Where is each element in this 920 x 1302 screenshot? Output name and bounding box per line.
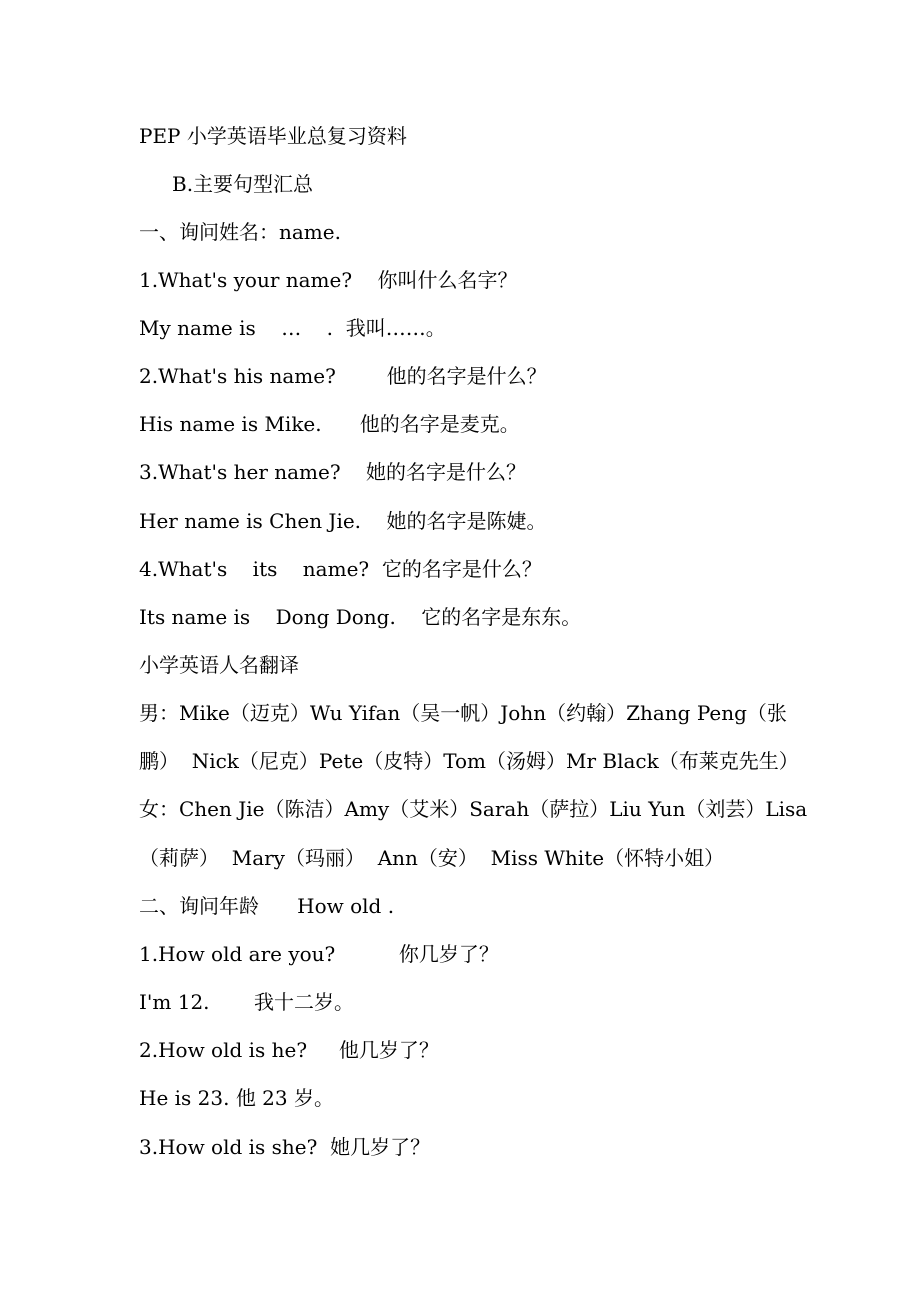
document-title: PEP 小学英语毕业总复习资料 bbox=[139, 124, 407, 148]
text-line: 女：Chen Jie（陈洁）Amy（艾米）Sarah（萨拉）Liu Yun（刘芸）Lisa bbox=[139, 797, 808, 821]
text-line: 3.What's her name? 她的名字是什么？ bbox=[139, 460, 526, 484]
text-line: 4.What's its name? 它的名字是什么？ bbox=[139, 557, 542, 581]
text-line: 2.What's his name? 他的名字是什么？ bbox=[139, 364, 547, 388]
text-line: His name is Mike. 他的名字是麦克。 bbox=[139, 412, 520, 436]
text-line: Its name is Dong Dong. 它的名字是东东。 bbox=[139, 605, 582, 629]
text-line: 男：Mike（迈克）Wu Yifan（吴一帆）John（约翰）Zhang Peng（张 bbox=[139, 701, 787, 725]
text-line: Her name is Chen Jie. 她的名字是陈婕。 bbox=[139, 509, 547, 533]
text-line: He is 23. 他 23 岁。 bbox=[139, 1086, 334, 1110]
text-line: 1.How old are you? 你几岁了？ bbox=[139, 942, 499, 966]
section-heading-names-translation: 小学英语人名翻译 bbox=[139, 653, 299, 677]
section-heading-age: 二、询问年龄 How old . bbox=[139, 894, 395, 918]
section-heading-name: 一、询问姓名：name. bbox=[139, 220, 341, 244]
text-line: 1.What's your name? 你叫什么名字？ bbox=[139, 268, 518, 292]
text-line: My name is … . 我叫……。 bbox=[139, 316, 446, 340]
text-line: 3.How old is she? 她几岁了？ bbox=[139, 1135, 431, 1159]
section-subtitle: B.主要句型汇总 bbox=[172, 172, 314, 196]
text-line: （莉萨） Mary（玛丽） Ann（安） Miss White（怀特小姐） bbox=[139, 846, 725, 870]
text-line: I'm 12. 我十二岁。 bbox=[139, 990, 355, 1014]
text-line: 2.How old is he? 他几岁了？ bbox=[139, 1038, 439, 1062]
text-line: 鹏） Nick（尼克）Pete（皮特）Tom（汤姆）Mr Black（布莱克先生） bbox=[139, 749, 799, 773]
